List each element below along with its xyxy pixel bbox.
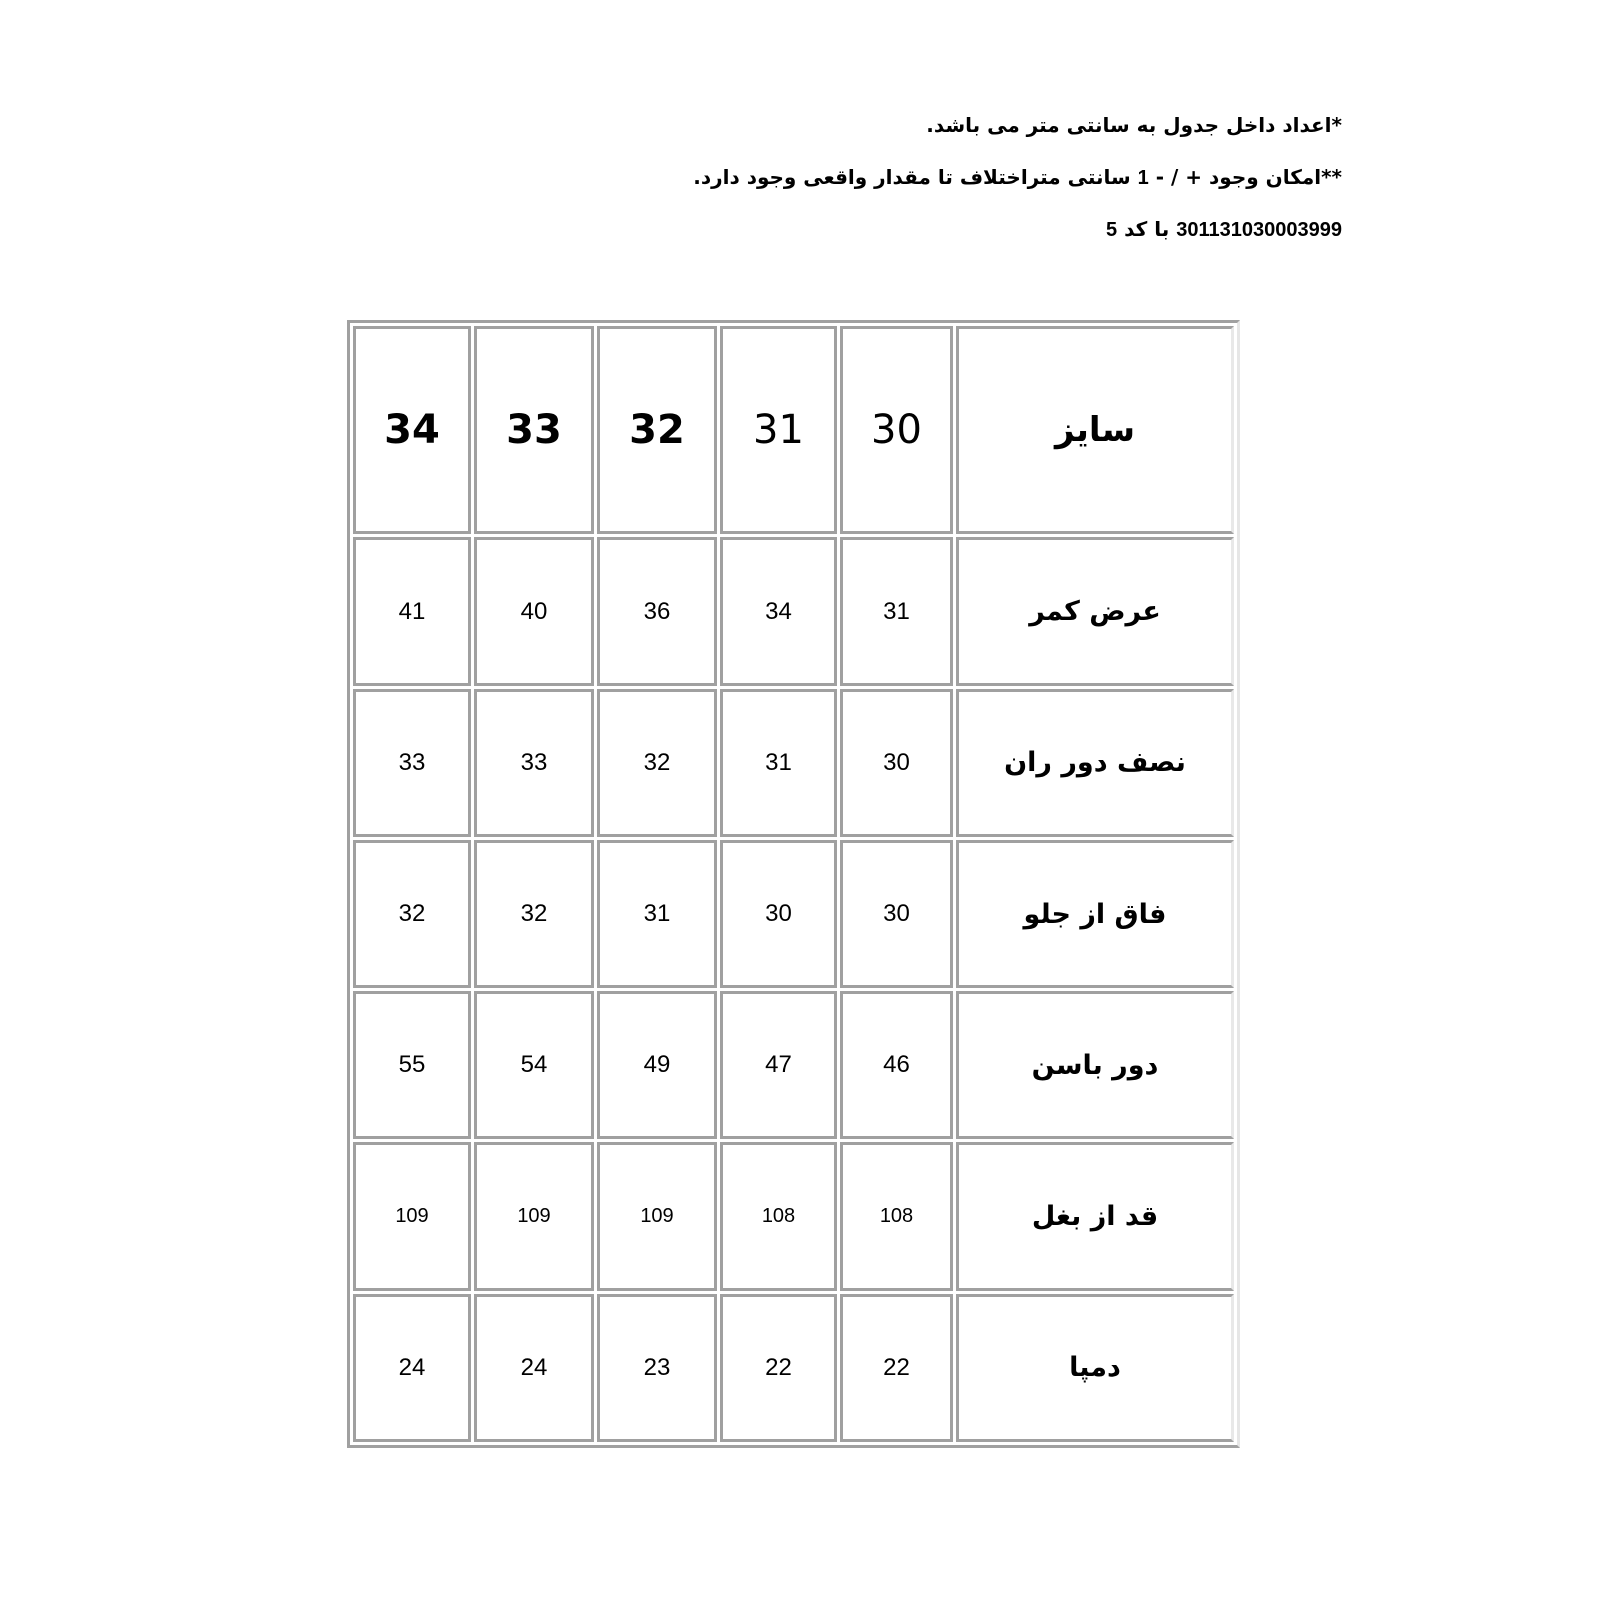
row-label: نصف دور ران: [1004, 747, 1186, 779]
product-code-suffix-number: 5: [1106, 219, 1118, 241]
table-cell: [840, 1294, 953, 1442]
cell-value: 31: [883, 597, 910, 625]
table-cell: [474, 1294, 594, 1442]
row-label-cell: [956, 991, 1234, 1139]
cell-value: 54: [520, 1051, 548, 1079]
table-row: [353, 840, 1234, 988]
note-units-text: *اعداد داخل جدول به سانتی متر می باشد.: [926, 113, 1342, 137]
table-cell: [720, 537, 837, 685]
cell-value: 108: [761, 1205, 796, 1228]
cell-value: 47: [765, 1051, 792, 1079]
cell-value: 24: [520, 1353, 548, 1381]
header-size-33: [474, 326, 594, 534]
header-size-value: 32: [629, 407, 685, 454]
cell-value: 24: [398, 1353, 426, 1381]
table-cell: [840, 991, 953, 1139]
cell-value: 109: [640, 1205, 674, 1228]
table-cell: [474, 991, 594, 1139]
cell-value: 23: [643, 1353, 671, 1381]
table-cell: [720, 1142, 837, 1290]
cell-value: 30: [883, 900, 910, 928]
table-row: [353, 991, 1234, 1139]
header-size-value: 33: [506, 407, 562, 454]
table-cell: [597, 1294, 717, 1442]
table-cell: [474, 689, 594, 837]
row-label-cell: [956, 1142, 1234, 1290]
cell-value: 32: [398, 900, 426, 928]
table-cell: [720, 1294, 837, 1442]
row-label: دمپا: [1069, 1352, 1121, 1384]
table-cell: [353, 537, 471, 685]
table-cell: [474, 840, 594, 988]
table-cell: [840, 537, 953, 685]
header-size-value: 30: [871, 407, 922, 454]
header-size-value: 34: [384, 407, 440, 454]
row-label: قد از بغل: [1031, 1201, 1159, 1233]
cell-value: 22: [765, 1353, 792, 1381]
cell-value: 22: [883, 1353, 910, 1381]
cell-value: 33: [520, 748, 548, 776]
cell-value: 32: [643, 748, 671, 776]
table-cell: [597, 689, 717, 837]
table-cell: [353, 689, 471, 837]
row-label: دور باسن: [1031, 1049, 1159, 1081]
table-cell: [353, 1294, 471, 1442]
cell-value: 31: [643, 900, 671, 928]
cell-value: 46: [883, 1051, 910, 1079]
row-label: فاق از جلو: [1023, 898, 1167, 930]
header-size-31: [720, 326, 837, 534]
cell-value: 30: [765, 900, 792, 928]
cell-value: 31: [765, 748, 792, 776]
header-size-value: 31: [753, 407, 804, 454]
table-cell: [597, 991, 717, 1139]
header-size-32: [597, 326, 717, 534]
cell-value: 109: [517, 1205, 551, 1228]
table-cell: [720, 689, 837, 837]
table-row: [353, 537, 1234, 685]
table-cell: [474, 537, 594, 685]
cell-value: 36: [643, 597, 671, 625]
table-cell: [840, 1142, 953, 1290]
cell-value: 33: [398, 748, 426, 776]
table-cell: [840, 689, 953, 837]
table-cell: [474, 1142, 594, 1290]
header-size-30: [840, 326, 953, 534]
row-label-cell: [956, 840, 1234, 988]
cell-value: 34: [765, 597, 792, 625]
table-cell: [353, 840, 471, 988]
table-header-row: [353, 326, 1234, 534]
note-units: [542, 112, 1342, 164]
row-label: عرض کمر: [1029, 596, 1161, 627]
table-cell: [840, 840, 953, 988]
cell-value: 40: [520, 597, 548, 625]
header-size-label: [956, 326, 1234, 534]
cell-value: 32: [520, 900, 548, 928]
cell-value: 55: [398, 1051, 426, 1079]
notes-block: [542, 112, 1342, 268]
header-label-text: سایز: [1054, 410, 1136, 451]
product-code: 301131030003999: [1176, 219, 1342, 241]
row-label-cell: [956, 537, 1234, 685]
row-label-cell: [956, 689, 1234, 837]
note-product-code: [542, 216, 1342, 268]
table-cell: [597, 1142, 717, 1290]
note-tolerance-number: 1: [1137, 167, 1149, 189]
table-row: [353, 1142, 1234, 1290]
note-tolerance-prefix: **امکان وجود + / -: [1148, 165, 1342, 189]
table-cell: [353, 991, 471, 1139]
note-tolerance: [542, 164, 1342, 216]
row-label-cell: [956, 1294, 1234, 1442]
table-cell: [720, 991, 837, 1139]
table-cell: [720, 840, 837, 988]
note-tolerance-suffix: سانتی متراختلاف تا مقدار واقعی وجود دارد.: [693, 165, 1138, 189]
cell-value: 30: [883, 748, 910, 776]
table-cell: [597, 840, 717, 988]
table-row: [353, 1294, 1234, 1442]
cell-value: 109: [395, 1205, 429, 1228]
cell-value: 108: [879, 1205, 914, 1228]
table-cell: [597, 537, 717, 685]
size-chart-table: [347, 320, 1240, 1448]
cell-value: 41: [398, 597, 426, 625]
cell-value: 49: [643, 1051, 671, 1079]
table-cell: [353, 1142, 471, 1290]
product-code-label: با کد: [1117, 217, 1177, 241]
header-size-34: [353, 326, 471, 534]
table-row: [353, 689, 1234, 837]
